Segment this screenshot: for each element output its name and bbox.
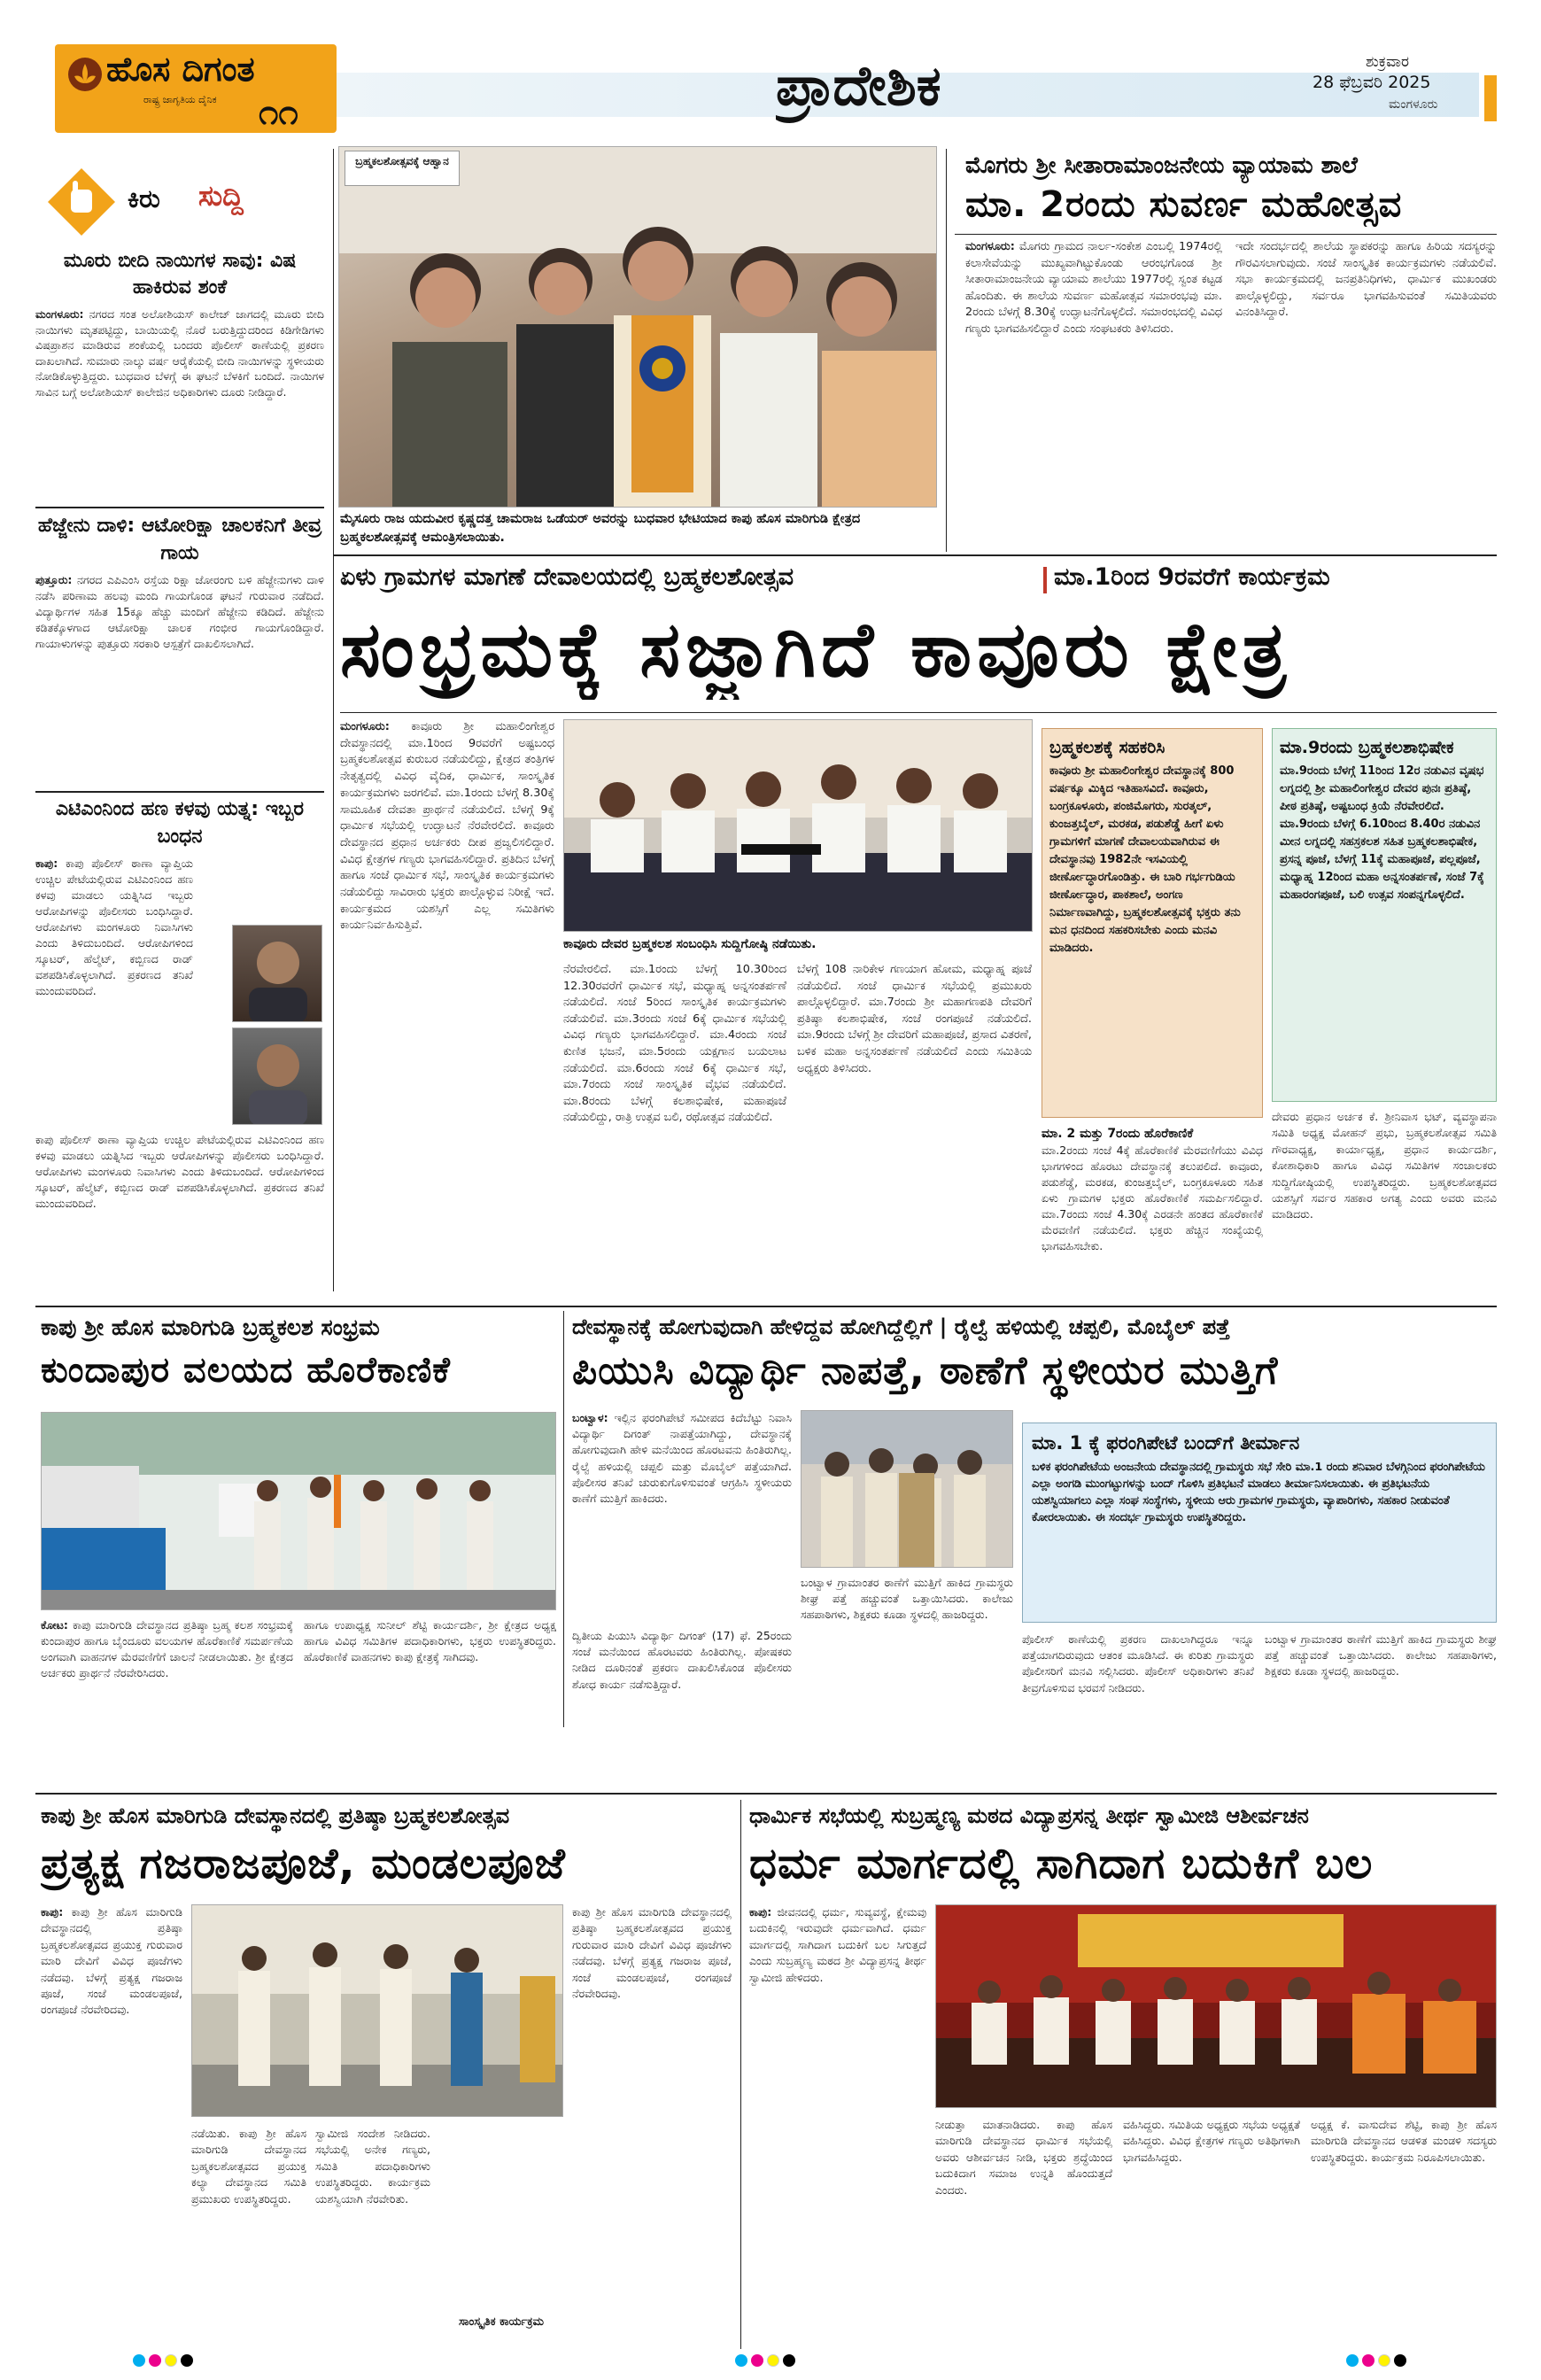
- bandh-box-body: ಬಳಿಕ ಫರಂಗಿಪೇಟೆಯ ಅಂಜನೇಯ ದೇವಸ್ಥಾನದಲ್ಲಿ ಗ್ರಾಮಸ್ಥರು ಸಭೆ ಸೇರಿ ಮಾ.1 ರಂದು ಶನಿವಾರ ಬೆಳಗ್ಗಿನಿಂದ ಫರಂಗಿಪೇಟೆಯ ಎಲ್ಲಾ ಅಂಗಡಿ ಮುಂಗಟ್ಟುಗಳನ್ನು ಬಂದ್ ಗೊಳಿಸಿ ಪ್ರತಿಭಟನೆ ಮಾಡಲು ತೀರ್ಮಾನಿಸಲಾಯಿತು. ಈ ಪ್ರತಿಭಟನೆಯ ಯಶಸ್ವಿಯಾಗಲು ಎಲ್ಲಾ ಸಂಘ ಸಂಸ್ಥೆಗಳು, ಸ್ಥಳೀಯ ಆರು ಗ್ರಾಮಗಳ ಗ್ರಾಮಸ್ಥರು, ವ್ಯಾಪಾರಿಗಳು, ಸಹಕಾರ ನೀಡುವಂತೆ ಕೋರಲಾಯಿತು. ಈ ಸಂದರ್ಭ ಗ್ರಾಮಸ್ಥರು ಉಪಸ್ಥಿತರಿದ್ದರು.: [1032, 1461, 1485, 1524]
- abhisheka-box-body: ಮಾ.9ರಂದು ಬೆಳಗ್ಗೆ 11ರಿಂದ 12ರ ನಡುವಿನ ವೃಷಭ ಲಗ್ನದಲ್ಲಿ ಶ್ರೀ ಮಹಾಲಿಂಗೇಶ್ವರ ದೇವರ ಪುನಃ ಪ್ರತಿಷ್ಠೆ, ಪೀಠ ಪ್ರತಿಷ್ಠೆ, ಅಷ್ಟಬಂಧ ಕ್ರಿಯೆ ನೆರವೇರಲಿದೆ. ಮಾ.9ರಂದು ಬೆಳಗ್ಗೆ 6.10ರಿಂದ 8.40ರ ನಡುವಿನ ಮೀನ ಲಗ್ನದಲ್ಲಿ ಸಹಸ್ರಕಲಶ ಸಹಿತ ಬ್ರಹ್ಮಕಲಶಾಭಿಷೇಕ, ಪ್ರಸನ್ನ ಪೂಜೆ, ಬೆಳಗ್ಗೆ 11ಕ್ಕೆ ಮಹಾಪೂಜೆ, ಪಲ್ಲಪೂಜೆ, ಮಧ್ಯಾಹ್ನ 12ರಿಂದ ಮಹಾ ಅನ್ನಸಂತರ್ಪಣೆ, ಸಂಜೆ 7ಕ್ಕೆ ಮಹಾರಂಗಪೂಜೆ, ಬಲಿ ಉತ್ಸವ ಸಂಪನ್ನಗೊಳ್ಳಲಿದೆ.: [1280, 764, 1484, 902]
- dateline: ಮಂಗಳೂರು:: [965, 240, 1015, 253]
- brief-text: ಕಾಪು ಪೊಲೀಸ್ ಠಾಣಾ ವ್ಯಾಪ್ತಿಯ ಉಚ್ಚಿಲ ಪೇಟೆಯಲ್ಲಿರುವ ಎಟಿಎಂನಿಂದ ಹಣ ಕಳವು ಮಾಡಲು ಯತ್ನಿಸಿದ ಇಬ್ಬರು ಆರೋಪಿಗಳನ್ನು ಪೊಲೀಸರು ಬಂಧಿಸಿದ್ದಾರೆ. ಆರೋಪಿಗಳು ಮಂಗಳೂರು ನಿವಾಸಿಗಳು ಎಂದು ತಿಳಿದುಬಂದಿದೆ. ಆರೋಪಿಗಳಿಂದ ಸ್ಕೂಟರ್, ಹೆಲ್ಮೆಟ್, ಕಬ್ಬಿಣದ ರಾಡ್ ವಶಪಡಿಸಿಕೊಳ್ಳಲಾಗಿದೆ. ಪ್ರಕರಣದ ತನಿಖೆ ಮುಂದುವರಿದಿದೆ.: [35, 1133, 324, 1210]
- reg-black: [181, 2354, 193, 2367]
- section-divider: [35, 1306, 1497, 1307]
- kundapura-kicker: ಕಾಪು ಶ್ರೀ ಹೊಸ ಮಾರಿಗುಡಿ ಬ್ರಹ್ಮಕಲಶ ಸಂಭ್ರಮ: [41, 1314, 380, 1340]
- lead-headline: ಸಂಭ್ರಮಕ್ಕೆ ಸಜ್ಜಾಗಿದೆ ಕಾವೂರು ಕ್ಷೇತ್ರ: [340, 606, 1291, 694]
- vertical-rule: [333, 149, 334, 1291]
- lead-kicker-left: ಏಳು ಗ್ರಾಮಗಳ ಮಾಗಣೆ ದೇವಾಲಯದಲ್ಲಿ ಬ್ರಹ್ಮಕಲಶೋತ್ಸವ: [340, 563, 794, 591]
- reg-black: [1394, 2354, 1406, 2367]
- gajaraja-text-1: ಕಾಪು ಶ್ರೀ ಹೊಸ ಮಾರಿಗುಡಿ ದೇವಸ್ಥಾನದಲ್ಲಿ ಪ್ರತಿಷ್ಠಾ ಬ್ರಹ್ಮಕಲಶೋತ್ಸವದ ಪ್ರಯುಕ್ತ ಗುರುವಾರ ಮಾರಿ ದೇವಿಗೆ ವಿವಿಧ ಪೂಜೆಗಳು ನಡೆದವು. ಬೆಳಗ್ಗೆ ಪ್ರತ್ಯಕ್ಷ ಗಜರಾಜ ಪೂಜೆ, ಸಂಜೆ ಮಂಡಲಪೂಜೆ, ರಂಗಪೂಜೆ ನೆರವೇರಿದವು.: [41, 1905, 182, 2017]
- brief-text: ನಗರದ ಎಪಿಎಂಸಿ ರಸ್ತೆಯ ರಿಕ್ಷಾ ಜೋರಂಗು ಬಳಿ ಹೆಜ್ಜೇನುಗಳು ದಾಳಿ ನಡೆಸಿ ಪರಿಣಾಮ ಹಲವು ಮಂದಿ ಗಾಯಗೊಂಡ ಘಟನೆ ಗುರುವಾರ ನಡೆದಿದೆ. ವಿದ್ಯಾರ್ಥಿಗಳ ಸಹಿತ 15ಕ್ಕೂ ಹೆಚ್ಚು ಮಂದಿಗೆ ಹೆಜ್ಜೇನು ಕಡಿದಿದೆ. ಹೆಜ್ಜೇನು ಕಡಿತಕ್ಕೊಳಗಾದ ಆಟೋರಿಕ್ಷಾ ಚಾಲಕ ಗಂಭೀರ ಗಾಯಗೊಂಡಿದ್ದಾರೆ. ಗಾಯಾಳುಗಳನ್ನು ಪುತ್ತೂರು ಸರಕಾರಿ ಆಸ್ಪತ್ರೆಗೆ ದಾಖಲಿಸಲಾಗಿದೆ.: [35, 573, 324, 650]
- registration-marks-center: [735, 2353, 806, 2368]
- lead-body-col3: [797, 962, 1032, 1291]
- kundapura-body-col2: [304, 1617, 556, 1727]
- gajaraja-body-col4: [572, 1904, 732, 2347]
- dharma-body-col1: [749, 1904, 926, 2347]
- dateline: ಮಂಗಳೂರು:: [340, 720, 390, 733]
- reg-magenta: [751, 2354, 763, 2367]
- gym-text-2: ಇದೇ ಸಂದರ್ಭದಲ್ಲಿ ಶಾಲೆಯ ಸ್ಥಾಪಕರನ್ನು ಹಾಗೂ ಹಿರಿಯ ಸದಸ್ಯರನ್ನು ಗೌರವಿಸಲಾಗುವುದು. ಸಂಜೆ ಸಾಂಸ್ಕೃತಿಕ ಕಾರ್ಯಕ್ರಮಗಳು ನಡೆಯಲಿವೆ. ಸಭಾ ಕಾರ್ಯಕ್ರಮದಲ್ಲಿ ಜನಪ್ರತಿನಿಧಿಗಳು, ಧಾರ್ಮಿಕ ಮುಖಂಡರು ಪಾಲ್ಗೊಳ್ಳಲಿದ್ದು, ಸರ್ವರೂ ಭಾಗವಹಿಸುವಂತೆ ಸಮಿತಿಯವರು ವಿನಂತಿಸಿದ್ದಾರೆ.: [1235, 240, 1497, 320]
- gajaraja-text-2: ನಡೆಯಿತು. ಕಾಪು ಶ್ರೀ ಹೊಸ ಮಾರಿಗುಡಿ ದೇವಸ್ಥಾನದ ಬ್ರಹ್ಮಕಲಶೋತ್ಸವದ ಪ್ರಯುಕ್ತ ಕಲ್ಯಾ ದೇವಸ್ಥಾನದ ಸಮಿತಿ ಪ್ರಮುಖರು ಉಪಸ್ಥಿತರಿದ್ದರು.: [191, 2127, 306, 2206]
- kiru-title: ಕಿರು: [128, 184, 160, 213]
- lead-text-3: ಬೆಳಗ್ಗೆ 108 ನಾರಿಕೇಳ ಗಣಯಾಗ ಹೋಮ, ಮಧ್ಯಾಹ್ನ ಪೂಜೆ ನಡೆಯಲಿದೆ. ಸಂಜೆ ಧಾರ್ಮಿಕ ಸಭೆಯಲ್ಲಿ ಪ್ರಮುಖರು ಪಾಲ್ಗೊಳ್ಳಲಿದ್ದಾರೆ. ಮಾ.7ರಂದು ಶ್ರೀ ಮಹಾಗಣಪತಿ ದೇವರಿಗೆ ಪ್ರತಿಷ್ಠಾ ಕಲಶಾಭಿಷೇಕ, ಸಂಜೆ ರಂಗಪೂಜೆ ನಡೆಯಲಿದೆ. ಮಾ.9ರಂದು ಬೆಳಗ್ಗೆ ಶ್ರೀ ದೇವರಿಗೆ ಮಹಾಪೂಜೆ, ಪ್ರಸಾದ ವಿತರಣೆ, ಬಳಿಕ ಮಹಾ ಅನ್ನಸಂತರ್ಪಣೆ ನಡೆಯಲಿದೆ ಎಂದು ಸಮಿತಿಯ ಅಧ್ಯಕ್ಷರು ತಿಳಿಸಿದರು.: [797, 963, 1032, 1075]
- divider: [955, 234, 1497, 235]
- gym-kicker: ಮೊಗರು ಶ್ರೀ ಸೀತಾರಾಮಾಂಜನೇಯ ವ್ಯಾಯಾಮ ಶಾಲೆ: [965, 152, 1358, 179]
- brief-headline: ಎಟಿಎಂನಿಂದ ಹಣ ಕಳವು ಯತ್ನ: ಇಬ್ಬರ ಬಂಧನ: [55, 798, 305, 848]
- kiru-header: [46, 167, 312, 237]
- support-box: [1042, 728, 1263, 1118]
- dharma-headline: ಧರ್ಮ ಮಾರ್ಗದಲ್ಲಿ ಸಾಗಿದಾಗ ಬದುಕಿಗೆ ಬಲ: [749, 1839, 1374, 1888]
- divider: [35, 507, 324, 508]
- kundapura-text-1: ಕಾಪು ಮಾರಿಗುಡಿ ದೇವಸ್ಥಾನದ ಪ್ರತಿಷ್ಠಾ ಬ್ರಹ್ಮ ಕಲಶ ಸಂಭ್ರಮಕ್ಕೆ ಕುಂದಾಪುರ ಹಾಗೂ ಬೈಂದೂರು ವಲಯಗಳ ಹೊರೆಕಾಣಿಕೆ ಸಮರ್ಪಣೆಯ ಅಂಗವಾಗಿ ವಾಹನಗಳ ಮೆರವಣಿಗೆಗೆ ಚಾಲನೆ ನೀಡಲಾಯಿತು. ಶ್ರೀ ಕ್ಷೇತ್ರದ ಅರ್ಚಕರು ಪ್ರಾರ್ಥನೆ ನೆರವೇರಿಸಿದರು.: [41, 1618, 293, 1679]
- brief-atm: [35, 795, 324, 1291]
- reg-cyan: [133, 2354, 145, 2367]
- kundapura-photo: [41, 1412, 556, 1610]
- brief-headline: ಮೂರು ಬೀದಿ ನಾಯಿಗಳ ಸಾವು: ವಿಷ ಹಾಕಿರುವ ಶಂಕೆ: [63, 250, 297, 298]
- lead-body-col1: [340, 719, 554, 1293]
- gym-body-col1: [965, 239, 1222, 546]
- gajaraja-text-3: ಸ್ವಾಮೀಜಿ ಸಂದೇಶ ನೀಡಿದರು. ಸಭೆಯಲ್ಲಿ ಅನೇಕ ಗಣ್ಯರು, ಸಮಿತಿ ಪದಾಧಿಕಾರಿಗಳು ಉಪಸ್ಥಿತರಿದ್ದರು. ಕಾರ್ಯಕ್ರಮ ಯಶಸ್ವಿಯಾಗಿ ನೆರವೇರಿತು.: [315, 2127, 430, 2206]
- gym-body-col2: [1235, 239, 1497, 546]
- brief-body: [35, 306, 324, 496]
- lotus-icon: [67, 57, 103, 92]
- issue-date: 28 ಫೆಬ್ರವರಿ 2025: [1313, 73, 1431, 92]
- vertical-rule: [946, 149, 947, 552]
- student-photo: [801, 1410, 1013, 1568]
- dharma-text-4: ಅಧ್ಯಕ್ಷ ಕೆ. ವಾಸುದೇವ ಶೆಟ್ಟಿ, ಕಾಪು ಶ್ರೀ ಹೊಸ ಮಾರಿಗುಡಿ ದೇವಸ್ಥಾನದ ಆಡಳಿತ ಮಂಡಳಿ ಸದಸ್ಯರು ಉಪಸ್ಥಿತರಿದ್ದರು. ಕಾರ್ಯಕ್ರಮ ನಿರೂಪಿಸಲಾಯಿತು.: [1311, 2118, 1497, 2164]
- bandh-box-title: ಮಾ. 1 ಕ್ಕೆ ಫರಂಗಿಪೇಟೆ ಬಂದ್‌ಗೆ ತೀರ್ಮಾನ: [1032, 1432, 1300, 1454]
- gajaraja-body-col1: [41, 1904, 182, 2347]
- gajaraja-kicker: ಕಾಪು ಶ್ರೀ ಹೊಸ ಮಾರಿಗುಡಿ ದೇವಸ್ಥಾನದಲ್ಲಿ ಪ್ರತಿಷ್ಠಾ ಬ್ರಹ್ಮಕಲಶೋತ್ಸವ: [41, 1803, 510, 1828]
- dharma-body-col4: [1311, 2117, 1497, 2347]
- reg-magenta: [1362, 2354, 1375, 2367]
- divider: [340, 712, 1497, 713]
- horekanike-title: ಮಾ. 2 ಮತ್ತು 7ರಂದು ಹೊರೆಕಾಣಿಕೆ: [1042, 1127, 1194, 1141]
- dharma-kicker: ಧಾರ್ಮಿಕ ಸಭೆಯಲ್ಲಿ ಸುಬ್ರಹ್ಮಣ್ಯ ಮಠದ ವಿದ್ಯಾಪ್ರಸನ್ನ ತೀರ್ಥ ಸ್ವಾಮೀಜಿ ಆಶೀರ್ವಚನ: [749, 1803, 1309, 1828]
- support-box-title: ಬ್ರಹ್ಮಕಲಶಕ್ಕೆ ಸಹಕರಿಸಿ: [1049, 738, 1165, 757]
- dateline: ಕಾಪು:: [35, 857, 58, 870]
- logo-tagline: ರಾಷ್ಟ್ರ ಜಾಗೃತಿಯ ದೈನಿಕ: [143, 94, 217, 105]
- gym-text-1: ಮೊಗರು ಗ್ರಾಮದ ನಾರ್ಲ-ಸಂಕೇಶ ಎಂಬಲ್ಲಿ 1974ರಲ್ಲಿ ಕಲಾಸೇವೆಯನ್ನು ಮುಖ್ಯವಾಗಿಟ್ಟುಕೊಂಡು ಆರಂಭಗೊಂಡ ಶ್ರೀ ಸೀತಾರಾಮಾಂಜನೇಯ ವ್ಯಾಯಾಮ ಶಾಲೆಯು 1977ರಲ್ಲಿ ಸ್ವಂತ ಕಟ್ಟಡ ಹೊಂದಿತು. ಈ ಶಾಲೆಯ ಸುವರ್ಣ ಮಹೋತ್ಸವ ಸಮಾರಂಭವು ಮಾ. 2ರಂದು ಬೆಳಗ್ಗೆ 8.30ಕ್ಕೆ ಉದ್ಘಾಟನೆಗೊಳ್ಳಲಿದೆ. ಸಮಾರಂಭದಲ್ಲಿ ವಿವಿಧ ಗಣ್ಯರು ಭಾಗವಹಿಸಲಿದ್ದಾರೆ ಎಂದು ಸಂಘಟಕರು ತಿಳಿಸಿದರು.: [965, 240, 1222, 336]
- reg-black: [783, 2354, 795, 2367]
- dharma-body-col3: [1123, 2117, 1300, 2347]
- registration-marks-left: [133, 2353, 204, 2368]
- student-body-col3: [1022, 1632, 1254, 1727]
- kundapura-text-2: ಹಾಗೂ ಉಪಾಧ್ಯಕ್ಷ ಸುನೀಲ್ ಶೆಟ್ಟಿ ಕಾರ್ಯದರ್ಶಿ, ಶ್ರೀ ಕ್ಷೇತ್ರದ ಅಧ್ಯಕ್ಷ ಹಾಗೂ ವಿವಿಧ ಸಮಿತಿಗಳ ಪದಾಧಿಕಾರಿಗಳು, ಭಕ್ತರು ಉಪಸ್ಥಿತರಿದ್ದರು. ಹೊರೆಕಾಣಿಕೆ ವಾಹನಗಳು ಕಾಪು ಕ್ಷೇತ್ರಕ್ಕೆ ಸಾಗಿದವು.: [304, 1618, 556, 1663]
- lead-text-1: ಕಾವೂರು ಶ್ರೀ ಮಹಾಲಿಂಗೇಶ್ವರ ದೇವಸ್ಥಾನದಲ್ಲಿ ಮಾ.1ರಿಂದ 9ರವರೆಗೆ ಅಷ್ಟಬಂಧ ಬ್ರಹ್ಮಕಲಶೋತ್ಸವ ಕುರುಬರ ನಡೆಯಲಿದ್ದು, ಕ್ಷೇತ್ರದ ತಂತ್ರಿಗಳ ನೇತೃತ್ವದಲ್ಲಿ ವಿವಿಧ ವೈದಿಕ, ಧಾರ್ಮಿಕ, ಸಾಂಸ್ಕೃತಿಕ ಕಾರ್ಯಕ್ರಮಗಳು ಜರಗಲಿವೆ. ಮಾ.1ರಂದು ಬೆಳಗ್ಗೆ 8.30ಕ್ಕೆ ಸಾಮೂಹಿಕ ದೇವತಾ ಪ್ರಾರ್ಥನೆ ನಡೆಯಲಿದೆ. ಬೆಳಗ್ಗೆ 9ಕ್ಕೆ ಧಾರ್ಮಿಕ ಸಭೆಯಲ್ಲಿ ಉದ್ಘಾಟನೆ ನೆರವೇರಲಿದೆ. ಕಾವೂರು ದೇವಸ್ಥಾನದ ಪ್ರಧಾನ ಅರ್ಚಕರು ದೀಪ ಪ್ರಜ್ವಲಿಸಲಿದ್ದಾರೆ. ವಿವಿಧ ಕ್ಷೇತ್ರಗಳ ಗಣ್ಯರು ಭಾಗವಹಿಸಲಿದ್ದಾರೆ. ಪ್ರತಿದಿನ ಬೆಳಗ್ಗೆ ಹಾಗೂ ಸಂಜೆ ಧಾರ್ಮಿಕ ಸಭೆ, ಸಾಂಸ್ಕೃತಿಕ ಕಾರ್ಯಕ್ರಮಗಳು ನಡೆಯಲಿದ್ದು ಸಾವಿರಾರು ಭಕ್ತರು ಪಾಲ್ಗೊಳ್ಳುವ ನಿರೀಕ್ಷೆ ಇದೆ. ಕಾರ್ಯಕ್ರಮದ ಯಶಸ್ಸಿಗೆ ಎಲ್ಲ ಸಮಿತಿಗಳು ಕಾರ್ಯನಿರ್ವಹಿಸುತ್ತಿವೆ.: [340, 720, 554, 933]
- horekanike-body: ಮಾ.2ರಂದು ಸಂಜೆ 4ಕ್ಕೆ ಹೊರೆಕಾಣಿಕೆ ಮೆರವಣಿಗೆಯು ವಿವಿಧ ಭಾಗಗಳಿಂದ ಹೊರಟು ದೇವಸ್ಥಾನಕ್ಕೆ ತಲುಪಲಿದೆ. ಕಾವೂರು, ಪಡುಶೆಡ್ಡೆ, ಮರಕಡ, ಕುಂಜತ್ತಬೈಲ್, ಬಂಗ್ರಕೂಳೂರು ಸಹಿತ ಏಳು ಗ್ರಾಮಗಳ ಭಕ್ತರು ಹೊರೆಕಾಣಿಕೆ ಸಮರ್ಪಿಸಲಿದ್ದಾರೆ. ಮಾ.7ರಂದು ಸಂಜೆ 4.30ಕ್ಕೆ ಎರಡನೇ ಹಂತದ ಹೊರೆಕಾಣಿಕೆ ಮೆರವಣಿಗೆ ನಡೆಯಲಿದೆ. ಭಕ್ತರು ಹೆಚ್ಚಿನ ಸಂಖ್ಯೆಯಲ್ಲಿ ಭಾಗವಹಿಸಬೇಕು.: [1042, 1143, 1263, 1252]
- section-divider: [35, 1793, 1497, 1795]
- bandh-box: [1022, 1423, 1497, 1623]
- vertical-rule: [740, 1800, 741, 2349]
- section-title: ಪ್ರಾದೇಶಿಕ: [776, 53, 941, 118]
- photo-tag: ಬ್ರಹ್ಮಕಲಶೋತ್ಸವಕ್ಕೆ ಆಹ್ವಾನ: [345, 151, 460, 186]
- student-text-2b: ಬಂಟ್ವಾಳ ಗ್ರಾಮಾಂತರ ಠಾಣೆಗೆ ಮುತ್ತಿಗೆ ಹಾಕಿದ ಗ್ರಾಮಸ್ಥರು ಶೀಘ್ರ ಪತ್ತೆ ಹಚ್ಚುವಂತೆ ಒತ್ತಾಯಿಸಿದರು. ಕಾಲೇಜು ಸಹಪಾಠಿಗಳು, ಶಿಕ್ಷಕರು ಕೂಡಾ ಸ್ಥಳದಲ್ಲಿ ಹಾಜರಿದ್ದರು.: [801, 1576, 1013, 1622]
- dateline: ಬಂಟ್ವಾಳ:: [572, 1411, 608, 1424]
- student-body-col2: [572, 1628, 792, 1727]
- kundapura-headline: ಕುಂದಾಪುರ ವಲಯದ ಹೊರೆಕಾಣಿಕೆ: [41, 1350, 451, 1391]
- hand-icon: [46, 167, 117, 237]
- reg-magenta: [149, 2354, 161, 2367]
- divider: [35, 791, 324, 793]
- reg-yellow: [767, 2354, 779, 2367]
- dharma-photo: [935, 1904, 1497, 2108]
- gajaraja-text-4: ಕಾಪು ಶ್ರೀ ಹೊಸ ಮಾರಿಗುಡಿ ದೇವಸ್ಥಾನದಲ್ಲಿ ಪ್ರತಿಷ್ಠಾ ಬ್ರಹ್ಮಕಲಶೋತ್ಸವದ ಪ್ರಯುಕ್ತ ಗುರುವಾರ ಮಾರಿ ದೇವಿಗೆ ವಿವಿಧ ಪೂಜೆಗಳು ನಡೆದವು. ಬೆಳಗ್ಗೆ ಪ್ರತ್ಯಕ್ಷ ಗಜರಾಜ ಪೂಜೆ, ಸಂಜೆ ಮಂಡಲಪೂಜೆ, ರಂಗಪೂಜೆ ನೆರವೇರಿದವು.: [572, 1905, 732, 2001]
- dateline: ಕೋಟ:: [41, 1618, 68, 1632]
- horekanike-box: [1042, 1125, 1263, 1291]
- issue-city: ಮಂಗಳೂರು: [1389, 97, 1438, 112]
- vertical-rule: [563, 1311, 564, 1727]
- brief-text: ಕಾಪು ಪೊಲೀಸ್ ಠಾಣಾ ವ್ಯಾಪ್ತಿಯ ಉಚ್ಚಿಲ ಪೇಟೆಯಲ್ಲಿರುವ ಎಟಿಎಂನಿಂದ ಹಣ ಕಳವು ಮಾಡಲು ಯತ್ನಿಸಿದ ಇಬ್ಬರು ಆರೋಪಿಗಳನ್ನು ಪೊಲೀಸರು ಬಂಧಿಸಿದ್ದಾರೆ. ಆರೋಪಿಗಳು ಮಂಗಳೂರು ನಿವಾಸಿಗಳು ಎಂದು ತಿಳಿದುಬಂದಿದೆ. ಆರೋಪಿಗಳಿಂದ ಸ್ಕೂಟರ್, ಹೆಲ್ಮೆಟ್, ಕಬ್ಬಿಣದ ರಾಡ್ ವಶಪಡಿಸಿಕೊಳ್ಳಲಾಗಿದೆ. ಪ್ರಕರಣದ ತನಿಖೆ ಮುಂದುವರಿದಿದೆ.: [35, 857, 193, 997]
- kundapura-body-col1: [41, 1617, 293, 1727]
- lead-body-col4: [1272, 1109, 1497, 1291]
- lead-body-col2: [563, 962, 786, 1291]
- dateline: ಕಾಪು:: [749, 1905, 772, 1919]
- brief-headline: ಹೆಜ್ಜೇನು ದಾಳಿ: ಆಟೋರಿಕ್ಷಾ ಚಾಲಕನಿಗೆ ತೀವ್ರ ಗಾಯ: [37, 515, 322, 564]
- dharma-text-2: ನೀಡುತ್ತಾ ಮಾತನಾಡಿದರು. ಕಾಪು ಹೊಸ ಮಾರಿಗುಡಿ ದೇವಸ್ಥಾನದ ಧಾರ್ಮಿಕ ಸಭೆಯಲ್ಲಿ ಅವರು ಆಶೀರ್ವಚನ ನೀಡಿ, ಭಕ್ತರು ಶ್ರದ್ಧೆಯಿಂದ ಬದುಕಿದಾಗ ಸಮಾಜ ಉನ್ನತಿ ಹೊಂದುತ್ತದೆ ಎಂದರು.: [935, 2118, 1112, 2197]
- logo-block: [55, 44, 337, 133]
- top-photo: [338, 146, 937, 508]
- lead-text-4: ದೇವರು ಪ್ರಧಾನ ಅರ್ಚಕ ಕೆ. ಶ್ರೀನಿವಾಸ ಭಟ್, ವ್ಯವಸ್ಥಾಪನಾ ಸಮಿತಿ ಅಧ್ಯಕ್ಷ ಮೋಹನ್ ಪ್ರಭು, ಬ್ರಹ್ಮಕಲಶೋತ್ಸವ ಸಮಿತಿ ಗೌರವಾಧ್ಯಕ್ಷ, ಕಾರ್ಯಾಧ್ಯಕ್ಷ, ಪ್ರಧಾನ ಕಾರ್ಯದರ್ಶಿ, ಕೋಶಾಧಿಕಾರಿ ಹಾಗೂ ವಿವಿಧ ಸಮಿತಿಗಳ ಸಂಚಾಲಕರು ಸುದ್ದಿಗೋಷ್ಠಿಯಲ್ಲಿ ಉಪಸ್ಥಿತರಿದ್ದರು. ಬ್ರಹ್ಮಕಲಶೋತ್ಸವದ ಯಶಸ್ಸಿಗೆ ಸರ್ವರ ಸಹಕಾರ ಅಗತ್ಯ ಎಂದು ಅವರು ಮನವಿ ಮಾಡಿದರು.: [1272, 1110, 1497, 1221]
- lead-photo: [563, 719, 1033, 932]
- gajaraja-body-col3: [315, 2126, 430, 2347]
- kicker-separator: [1043, 567, 1047, 593]
- dharma-text-3: ವಹಿಸಿದ್ದರು. ಸಮಿತಿಯ ಅಧ್ಯಕ್ಷರು ಸಭೆಯ ಅಧ್ಯಕ್ಷತೆ ವಹಿಸಿದ್ದರು. ವಿವಿಧ ಕ್ಷೇತ್ರಗಳ ಗಣ್ಯರು ಅತಿಥಿಗಳಾಗಿ ಭಾಗವಹಿಸಿದ್ದರು.: [1123, 2118, 1300, 2164]
- lead-photo-caption: ಕಾವೂರು ದೇವರ ಬ್ರಹ್ಮಕಲಶ ಸಂಬಂಧಿಸಿ ಸುದ್ದಿಗೋಷ್ಠಿ ನಡೆಯಿತು.: [563, 937, 817, 951]
- student-text-4: ಬಂಟ್ವಾಳ ಗ್ರಾಮಾಂತರ ಠಾಣೆಗೆ ಮುತ್ತಿಗೆ ಹಾಕಿದ ಗ್ರಾಮಸ್ಥರು ಶೀಘ್ರ ಪತ್ತೆ ಹಚ್ಚುವಂತೆ ಒತ್ತಾಯಿಸಿದರು. ಕಾಲೇಜು ಸಹಪಾಠಿಗಳು, ಶಿಕ್ಷಕರು ಕೂಡಾ ಸ್ಥಳದಲ್ಲಿ ಹಾಜರಿದ್ದರು.: [1265, 1632, 1497, 1678]
- reg-cyan: [1346, 2354, 1359, 2367]
- brief-body-2: [35, 1132, 324, 1288]
- reg-cyan: [735, 2354, 747, 2367]
- student-body-col2b: [801, 1575, 1013, 1727]
- reg-yellow: [165, 2354, 177, 2367]
- gajaraja-photo: [191, 1904, 563, 2117]
- student-text-1: ಇಲ್ಲಿನ ಫರಂಗಿಪೇಟೆ ಸಮೀಪದ ಕಿದೆಬೆಟ್ಟು ನಿವಾಸಿ ವಿದ್ಯಾರ್ಥಿ ದಿಗಂತ್ ನಾಪತ್ತೆಯಾಗಿದ್ದು, ದೇವಸ್ಥಾನಕ್ಕೆ ಹೋಗುವುದಾಗಿ ಹೇಳಿ ಮನೆಯಿಂದ ಹೊರಟವನು ಹಿಂತಿರುಗಿಲ್ಲ. ರೈಲ್ವೆ ಹಳಿಯಲ್ಲಿ ಚಪ್ಪಲಿ ಮತ್ತು ಮೊಬೈಲ್ ಪತ್ತೆಯಾಗಿದೆ. ಪೊಲೀಸರ ತನಿಖೆ ಚುರುಕುಗೊಳಿಸುವಂತೆ ಆಗ್ರಹಿಸಿ ಸ್ಥಳೀಯರು ಠಾಣೆಗೆ ಮುತ್ತಿಗೆ ಹಾಕಿದರು.: [572, 1411, 792, 1506]
- registration-marks-right: [1346, 2353, 1417, 2368]
- abhisheka-box: [1272, 728, 1497, 1102]
- corner-accent: [1484, 75, 1497, 121]
- support-box-body: ಕಾವೂರು ಶ್ರೀ ಮಹಾಲಿಂಗೇಶ್ವರ ದೇವಸ್ಥಾನಕ್ಕೆ 800 ವರ್ಷಕ್ಕೂ ಮಿಕ್ಕಿದ ಇತಿಹಾಸವಿದೆ. ಕಾವೂರು, ಬಂಗ್ರಕೂಳೂರು, ಪಂಜಿಮೊಗರು, ಸುರತ್ಕಲ್, ಕುಂಜತ್ತಬೈಲ್, ಮರಕಡ, ಪಡುಶೆಡ್ಡೆ ಹೀಗೆ ಏಳು ಗ್ರಾಮಗಳಿಗೆ ಮಾಗಣೆ ದೇವಾಲಯವಾಗಿರುವ ಈ ದೇವಸ್ಥಾನವು 1982ನೇ ಇಸವಿಯಲ್ಲಿ ಜೀರ್ಣೋದ್ಧಾರಗೊಂಡಿತ್ತು. ಈ ಬಾರಿ ಗರ್ಭಗುಡಿಯ ಜೀರ್ಣೋದ್ಧಾರ, ಪಾಕಶಾಲೆ, ಅಂಗಣ ನಿರ್ಮಾಣವಾಗಿದ್ದು, ಬ್ರಹ್ಮಕಲಶೋತ್ಸವಕ್ಕೆ ಭಕ್ತರು ತನು ಮನ ಧನದಿಂದ ಸಹಕರಿಸಬೇಕು ಎಂದು ಮನವಿ ಮಾಡಿದರು.: [1049, 764, 1241, 955]
- dateline: ಪುತ್ತೂರು:: [35, 573, 73, 586]
- page-number: ೧೧: [259, 92, 298, 131]
- brief-dog-deaths: [35, 248, 324, 500]
- gajaraja-headline: ಪ್ರತ್ಯಕ್ಷ ಗಜರಾಜಪೂಜೆ, ಮಂಡಲಪೂಜೆ: [41, 1839, 566, 1888]
- issue-day: ಶುಕ್ರವಾರ: [1366, 53, 1409, 71]
- student-headline: ಪಿಯುಸಿ ವಿದ್ಯಾರ್ಥಿ ನಾಪತ್ತೆ, ಠಾಣೆಗೆ ಸ್ಥಳೀಯರ ಮುತ್ತಿಗೆ: [572, 1348, 1279, 1393]
- brief-text: ನಗರದ ಸಂತ ಅಲೋಶಿಯಸ್ ಕಾಲೇಜ್ ಜಾಗದಲ್ಲಿ ಮೂರು ಬೀದಿ ನಾಯಿಗಳು ಮೃತಪಟ್ಟಿದ್ದು, ಬಾಯಿಯಲ್ಲಿ ನೊರೆ ಬರುತ್ತಿದ್ದುದರಿಂದ ಕಿಡಿಗೇಡಿಗಳು ವಿಷಪ್ರಾಶನ ಮಾಡಿರುವ ಶಂಕೆಯಲ್ಲಿ ಬಂದರು ಪೊಲೀಸ್ ಠಾಣೆಯಲ್ಲಿ ಪ್ರಕರಣ ದಾಖಲಾಗಿದೆ. ಸುಮಾರು ನಾಲ್ಕು ವರ್ಷ ಆರೈಕೆಯಲ್ಲಿ ಬೀದಿ ನಾಯಿಗಳನ್ನು ಸ್ಥಳೀಯರು ನೋಡಿಕೊಳ್ಳುತ್ತಿದ್ದರು. ಬುಧವಾರ ಬೆಳಗ್ಗೆ ಈ ಘಟನೆ ಬೆಳಕಿಗೆ ಬಂದಿದೆ. ನಾಯಿಗಳ ಸಾವಿನ ಬಗ್ಗೆ ಅಲೋಶಿಯಸ್ ಕಾಲೇಜಿನ ಅಧಿಕಾರಿಗಳು ದೂರು ನೀಡಿದ್ದಾರೆ.: [35, 307, 324, 399]
- student-kicker: ದೇವಸ್ಥಾನಕ್ಕೆ ಹೋಗುವುದಾಗಿ ಹೇಳಿದ್ದವ ಹೋಗಿದ್ದೆಲ್ಲಿಗೆ | ರೈಲ್ವೆ ಹಳಿಯಲ್ಲಿ ಚಪ್ಪಲಿ, ಮೊಬೈಲ್ ಪತ್ತೆ: [572, 1314, 1230, 1339]
- lead-kicker-right: ಮಾ.1ರಿಂದ 9ರವರೆಗೆ ಕಾರ್ಯಕ್ರಮ: [1054, 563, 1330, 591]
- student-text-2: ದ್ವಿತೀಯ ಪಿಯುಸಿ ವಿದ್ಯಾರ್ಥಿ ದಿಗಂತ್ (17) ಫೆ. 25ರಂದು ಸಂಜೆ ಮನೆಯಿಂದ ಹೊರಟವರು ಹಿಂತಿರುಗಿಲ್ಲ. ಪೋಷಕರು ನೀಡಿದ ದೂರಿನಂತೆ ಪ್ರಕರಣ ದಾಖಲಿಸಿಕೊಂಡ ಪೊಲೀಸರು ಶೋಧ ಕಾರ್ಯ ನಡೆಸುತ್ತಿದ್ದಾರೆ.: [572, 1629, 792, 1691]
- gajaraja-body-col2: [191, 2126, 306, 2347]
- section-divider: [333, 554, 1497, 556]
- cultural-tag: ಸಾಂಸ್ಕೃತಿಕ ಕಾರ್ಯಕ್ರಮ: [458, 2315, 545, 2329]
- gym-headline: ಮಾ. 2ರಂದು ಸುವರ್ಣ ಮಹೋತ್ಸವ: [965, 184, 1403, 225]
- student-body-col1: [572, 1410, 792, 1619]
- dharma-text-1: ಜೀವನದಲ್ಲಿ ಧರ್ಮ, ಸುವ್ಯವಸ್ಥೆ, ಕ್ಷೇಮವು ಬದುಕಿನಲ್ಲಿ ಇರುವುದೇ ಧರ್ಮವಾಗಿದೆ. ಧರ್ಮ ಮಾರ್ಗದಲ್ಲಿ ಸಾಗಿದಾಗ ಬದುಕಿಗೆ ಬಲ ಸಿಗುತ್ತದೆ ಎಂದು ಸುಬ್ರಹ್ಮಣ್ಯ ಮಠದ ಶ್ರೀ ವಿದ್ಯಾಪ್ರಸನ್ನ ತೀರ್ಥ ಸ್ವಾಮೀಜಿ ಹೇಳಿದರು.: [749, 1905, 926, 1984]
- student-text-3: ಪೊಲೀಸ್ ಠಾಣೆಯಲ್ಲಿ ಪ್ರಕರಣ ದಾಖಲಾಗಿದ್ದರೂ ಇನ್ನೂ ಪತ್ತೆಯಾಗದಿರುವುದು ಆತಂಕ ಮೂಡಿಸಿದೆ. ಈ ಕುರಿತು ಗ್ರಾಮಸ್ಥರು ಪೊಲೀಸರಿಗೆ ಮನವಿ ಸಲ್ಲಿಸಿದರು. ಪೊಲೀಸ್ ಅಧಿಕಾರಿಗಳು ತನಿಖೆ ತೀವ್ರಗೊಳಿಸುವ ಭರವಸೆ ನೀಡಿದರು.: [1022, 1632, 1254, 1694]
- dateline: ಕಾಪು:: [41, 1905, 64, 1919]
- brief-bee-attack: [35, 512, 324, 788]
- dateline: ಮಂಗಳೂರು:: [35, 307, 84, 321]
- abhisheka-box-title: ಮಾ.9ರಂದು ಬ್ರಹ್ಮಕಲಶಾಭಿಷೇಕ: [1280, 738, 1454, 757]
- top-photo-caption: ಮೈಸೂರು ರಾಜ ಯದುವೀರ ಕೃಷ್ಣದತ್ತ ಚಾಮರಾಜ ಒಡೆಯರ್ ಅವರನ್ನು ಬುಧವಾರ ಭೇಟಿಯಾದ ಕಾಪು ಹೊಸ ಮಾರಿಗುಡಿ ಕ್ಷೇತ್ರದ ಬ್ರಹ್ಮಕಲಶೋತ್ಸವಕ್ಕೆ ಆಮಂತ್ರಿಸಲಾಯಿತು.: [340, 512, 861, 545]
- lead-text-2: ನೆರವೇರಲಿದೆ. ಮಾ.1ರಂದು ಬೆಳಗ್ಗೆ 10.30ರಿಂದ 12.30ರವರೆಗೆ ಧಾರ್ಮಿಕ ಸಭೆ, ಮಧ್ಯಾಹ್ನ ಅನ್ನಸಂತರ್ಪಣೆ ನಡೆಯಲಿದೆ. ಸಂಜೆ 5ರಿಂದ ಸಾಂಸ್ಕೃತಿಕ ಕಾರ್ಯಕ್ರಮಗಳು ನಡೆಯಲಿವೆ. ಮಾ.3ರಂದು ಸಂಜೆ 6ಕ್ಕೆ ಧಾರ್ಮಿಕ ಸಭೆಯಲ್ಲಿ ವಿವಿಧ ಗಣ್ಯರು ಭಾಗವಹಿಸಲಿದ್ದಾರೆ. ಮಾ.4ರಂದು ಸಂಜೆ ಕುಣಿತ ಭಜನೆ, ಮಾ.5ರಂದು ಯಕ್ಷಗಾನ ಬಯಲಾಟ ನಡೆಯಲಿದೆ. ಮಾ.6ರಂದು ಸಂಜೆ 6ಕ್ಕೆ ಧಾರ್ಮಿಕ ಸಭೆ, ಮಾ.7ರಂದು ಸಂಜೆ ಸಾಂಸ್ಕೃತಿಕ ವೈಭವ ನಡೆಯಲಿದೆ. ಮಾ.8ರಂದು ಬೆಳಗ್ಗೆ ಕಲಶಾಭಿಷೇಕ, ಮಹಾಪೂಜೆ ನಡೆಯಲಿದ್ದು, ರಾತ್ರಿ ಉತ್ಸವ ಬಲಿ, ರಥೋತ್ಸವ ನಡೆಯಲಿದೆ.: [563, 963, 786, 1125]
- kiru-title-2: ಸುದ್ದಿ: [198, 179, 244, 213]
- logo-text: ಹೊಸ ದಿಗಂತ: [106, 50, 255, 89]
- accused-photo-2: [232, 1027, 322, 1125]
- brief-body: [35, 856, 193, 1015]
- brief-body: [35, 572, 324, 785]
- dharma-body-col2: [935, 2117, 1112, 2347]
- student-body-col4: [1265, 1632, 1497, 1727]
- reg-yellow: [1378, 2354, 1390, 2367]
- masthead: [0, 0, 1541, 146]
- accused-photo-1: [232, 925, 322, 1022]
